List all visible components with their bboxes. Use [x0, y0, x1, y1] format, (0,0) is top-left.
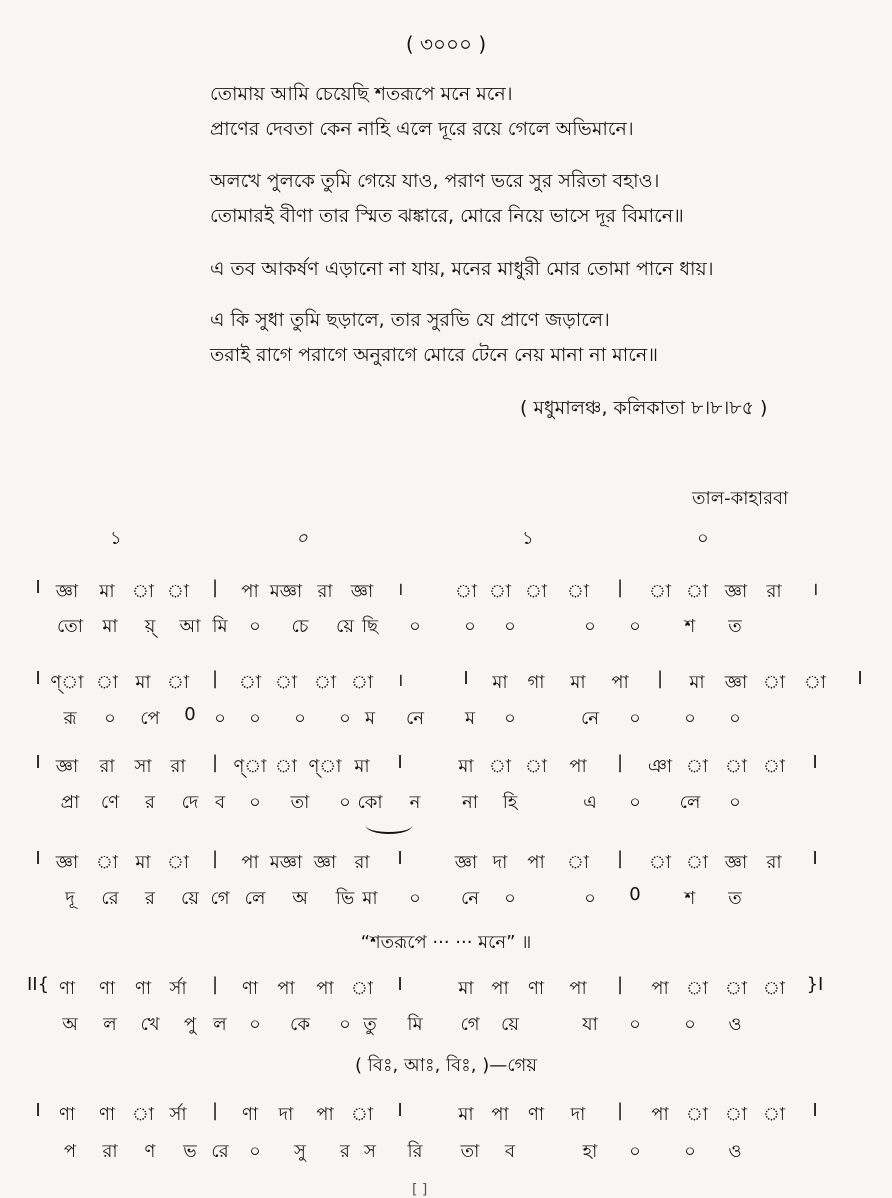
syllable-cell: দে — [181, 792, 199, 813]
syllable-cell: চে — [291, 616, 309, 637]
notation-cell: জ্ঞা — [350, 581, 374, 602]
notation-cell: ণা — [98, 978, 116, 999]
page-footer-mark: [ ] — [412, 1182, 428, 1198]
notation-cell: া — [166, 852, 190, 873]
syllable-cell: ০ — [409, 616, 421, 637]
notation-cell: া — [762, 672, 786, 693]
syllable-cell: তো — [56, 616, 84, 637]
notation-cell: জ্ঞা — [55, 852, 79, 873]
notation-cell: া — [566, 852, 590, 873]
syllable-cell: র — [145, 888, 155, 909]
slur-mark — [366, 818, 412, 834]
lyric-syllable-row — [0, 788, 892, 822]
notation-cell: জ্ঞা — [724, 852, 748, 873]
notation-cell: জ্ঞা — [724, 672, 748, 693]
notation-cell: া — [724, 756, 748, 777]
notation-cell: া — [685, 1104, 709, 1125]
syllable-cell: শ — [684, 616, 696, 637]
syllable-cell: ০ — [409, 888, 421, 909]
notation-cell: া — [724, 978, 748, 999]
notation-cell: া — [488, 581, 512, 602]
syllable-cell: অ — [62, 1014, 78, 1035]
syllable-cell: ০ — [504, 708, 516, 729]
syllable-cell: ০ — [249, 708, 261, 729]
notation-cell: া — [166, 672, 190, 693]
notation-cell: মজ্ঞা — [269, 852, 303, 873]
notation-cell: জ্ঞা — [55, 756, 79, 777]
syllable-cell: মি — [407, 1014, 423, 1035]
notation-row — [0, 668, 892, 702]
notation-cell: া — [648, 581, 672, 602]
syllable-cell: না — [462, 792, 478, 813]
syllable-cell: ০ — [294, 708, 306, 729]
syllable-cell: প — [63, 1141, 77, 1162]
notation-cell: রা — [354, 852, 370, 873]
syllable-cell: ণে — [100, 792, 120, 813]
notation-cell: জ্ঞা — [454, 852, 478, 873]
lyric-line: প্রাণের দেবতা কেন নাহি এলে দূরে রয়ে গেলে অভিমানে। — [210, 118, 634, 140]
notation-cell: া — [454, 581, 478, 602]
notation-cell: ণা — [134, 978, 152, 999]
syllable-cell: ভ — [183, 1141, 197, 1162]
syllable-cell: তা — [460, 1141, 480, 1162]
tala-label: তাল-কাহারবা — [692, 488, 789, 509]
notation-cell: া — [350, 672, 374, 693]
notation-cell: | — [211, 577, 219, 598]
notation-cell: া — [566, 581, 590, 602]
syllable-cell: রা — [102, 1141, 118, 1162]
syllable-cell: য়্ — [144, 616, 156, 637]
syllable-cell: ০ — [504, 888, 516, 909]
notation-cell: I — [35, 668, 41, 689]
notation-cell: I — [35, 577, 41, 598]
notation-cell: রা — [99, 756, 115, 777]
notation-cell: মা — [458, 756, 474, 777]
notation-cell: া — [762, 756, 786, 777]
syllable-cell: ল — [103, 1014, 117, 1035]
syllable-cell: শ — [684, 888, 696, 909]
lyric-syllable-row — [0, 1137, 892, 1171]
notation-cell: র্সা — [169, 1104, 187, 1125]
notation-cell: পা — [316, 978, 334, 999]
notation-cell: জ্ঞা — [724, 581, 748, 602]
notation-cell: ণ্া — [233, 756, 267, 777]
syllable-cell: ছি — [361, 616, 379, 637]
syllable-cell: ত — [728, 616, 742, 637]
notation-cell: I — [812, 752, 818, 773]
notation-cell: মজ্ঞা — [269, 581, 303, 602]
syllable-cell: তা — [290, 792, 310, 813]
syllable-cell: মা — [362, 888, 378, 909]
notation-cell: পা — [569, 756, 587, 777]
notation-cell: I — [35, 848, 41, 869]
syllable-cell: ম — [465, 708, 475, 729]
notation-cell: া — [524, 756, 548, 777]
notation-cell: রা — [317, 581, 333, 602]
beat-marker: ০ — [697, 528, 709, 549]
syllable-cell: কো — [357, 792, 383, 813]
syllable-cell: ০ — [629, 616, 641, 637]
notation-cell: ঞা — [647, 756, 673, 777]
syllable-cell: নে — [580, 708, 600, 729]
syllable-cell: ০ — [684, 1014, 696, 1035]
syllable-cell: ০ — [729, 792, 741, 813]
syllable-cell: ও — [728, 1014, 742, 1035]
syllable-cell: ন — [409, 792, 421, 813]
page-number: ( ৩০০০ ) — [405, 32, 487, 56]
syllable-cell: ০ — [339, 1014, 351, 1035]
syllable-cell: 0 — [184, 704, 196, 725]
syllable-cell: মা — [102, 616, 118, 637]
notation-cell: }I — [806, 974, 824, 995]
notation-cell: মা — [689, 672, 705, 693]
syllable-cell: ০ — [684, 708, 696, 729]
syllable-cell: ণ — [144, 1141, 156, 1162]
syllable-cell: রূ — [63, 708, 77, 729]
syllable-cell: হা — [582, 1141, 598, 1162]
source-citation: ( মধুমালঞ্চ, কলিকাতা ৮।৮।৮৫ ) — [520, 397, 768, 419]
notation-cell: পা — [651, 1104, 669, 1125]
syllable-cell: মি — [212, 616, 228, 637]
syllable-cell: ০ — [584, 616, 596, 637]
syllable-cell: ০ — [339, 792, 351, 813]
notation-row — [0, 848, 892, 882]
syllable-cell: গে — [210, 888, 230, 909]
notation-cell: | — [616, 848, 624, 869]
syllable-cell: ০ — [214, 708, 226, 729]
syllable-cell: ০ — [504, 616, 516, 637]
lyric-line: এ তব আকর্ষণ এড়ানো না যায়, মনের মাধুরী মোর তোমা পানে ধায়। — [210, 258, 714, 280]
notation-cell: রা — [170, 756, 186, 777]
syllable-cell: রে — [101, 888, 119, 909]
notation-cell: | — [211, 668, 219, 689]
syllable-cell: য়ে — [336, 616, 354, 637]
syllable-cell: য়ে — [181, 888, 199, 909]
syllable-cell: তু — [363, 1014, 377, 1035]
notation-cell: I — [812, 848, 818, 869]
lyric-line: এ কি সুধা তুমি ছড়ালে, তার সুরভি যে প্রাণে জড়ালে। — [210, 309, 610, 331]
lyric-line: তোমায় আমি চেয়েছি শতরূপে মনে মনে। — [210, 83, 513, 105]
syllable-cell: রি — [407, 1141, 423, 1162]
syllable-cell: এ — [583, 792, 597, 813]
syllable-cell: রে — [211, 1141, 229, 1162]
notation-cell: া — [95, 672, 119, 693]
syllable-cell: স — [364, 1141, 376, 1162]
beat-marker: ১ — [110, 528, 122, 549]
notation-cell: রা — [766, 581, 782, 602]
notation-cell: | — [656, 668, 664, 689]
syllable-cell: র — [145, 792, 155, 813]
syllable-cell: খে — [140, 1014, 160, 1035]
syllable-cell: ০ — [584, 888, 596, 909]
notation-cell: মা — [135, 852, 151, 873]
syllable-cell: ত — [728, 888, 742, 909]
notation-cell: | — [211, 752, 219, 773]
beat-marker: ০ — [296, 528, 308, 549]
lyric-syllable-row — [0, 704, 892, 738]
syllable-cell: ভি — [335, 888, 355, 909]
notation-cell: I — [463, 668, 469, 689]
syllable-cell: 0 — [629, 884, 641, 905]
notation-cell: ণা — [241, 978, 259, 999]
notation-cell: া — [685, 756, 709, 777]
syllable-cell: ০ — [464, 616, 476, 637]
notation-cell: ণা — [527, 1104, 545, 1125]
notation-cell: । — [811, 579, 819, 600]
syllable-cell: র — [340, 1141, 350, 1162]
notation-cell: া — [274, 672, 298, 693]
syllable-cell: প্রা — [60, 792, 80, 813]
syllable-cell: ০ — [339, 708, 351, 729]
notation-cell: া — [762, 1104, 786, 1125]
notation-cell: পা — [241, 852, 259, 873]
syllable-cell: পে — [140, 708, 160, 729]
syllable-cell: ল — [213, 1014, 227, 1035]
notation-cell: া — [95, 852, 119, 873]
notation-cell: | — [211, 848, 219, 869]
notation-cell: পা — [651, 978, 669, 999]
notation-cell: ণা — [98, 1104, 116, 1125]
notation-cell: পা — [277, 978, 295, 999]
notation-cell: া — [685, 581, 709, 602]
notation-cell: মা — [458, 1104, 474, 1125]
notation-cell: জ্ঞা — [313, 852, 337, 873]
notation-row — [0, 577, 892, 611]
notation-cell: পা — [569, 978, 587, 999]
notation-cell: া — [313, 672, 337, 693]
syllable-cell: ০ — [629, 1141, 641, 1162]
syllable-cell: ০ — [249, 792, 261, 813]
notation-cell: I — [397, 848, 403, 869]
notation-cell: । — [396, 579, 404, 600]
notation-cell: া — [524, 581, 548, 602]
lyric-syllable-row — [0, 884, 892, 918]
notation-cell: া — [488, 756, 512, 777]
notation-cell: মা — [492, 672, 508, 693]
notation-cell: া — [685, 852, 709, 873]
syllable-cell: লে — [679, 792, 701, 813]
notation-cell: ণ্া — [50, 672, 84, 693]
notation-cell: ণা — [241, 1104, 259, 1125]
notation-cell: া — [274, 756, 298, 777]
notation-cell: া — [648, 852, 672, 873]
notation-cell: পা — [241, 581, 259, 602]
notation-cell: র্সা — [169, 978, 187, 999]
syllable-cell: হি — [502, 792, 518, 813]
notation-row — [0, 974, 892, 1008]
notation-cell: পা — [491, 978, 509, 999]
notation-cell: া — [724, 1104, 748, 1125]
lyric-line: তোমারই বীণা তার স্মিত ঝঙ্কারে, মোরে নিয়ে ভাসে দূর বিমানে॥ — [210, 205, 684, 227]
notation-cell: I — [397, 1100, 403, 1121]
notation-cell: দা — [570, 1104, 586, 1125]
notation-cell: া — [131, 581, 155, 602]
notation-cell: পা — [527, 852, 545, 873]
notation-cell: া — [131, 1104, 155, 1125]
syllable-cell: ০ — [249, 1014, 261, 1035]
notation-cell: | — [616, 974, 624, 995]
syllable-cell: ০ — [249, 1141, 261, 1162]
syllable-cell: নে — [460, 888, 480, 909]
lyric-syllable-row — [0, 612, 892, 646]
notation-cell: I — [812, 1100, 818, 1121]
notation-cell: মা — [354, 756, 370, 777]
notation-cell: দা — [492, 852, 508, 873]
syllable-cell: লে — [244, 888, 266, 909]
notation-cell: গা — [527, 672, 545, 693]
notation-cell: | — [616, 1100, 624, 1121]
syllable-cell: ও — [728, 1141, 742, 1162]
syllable-cell: আ — [179, 616, 201, 637]
syllable-cell: পু — [183, 1014, 197, 1035]
notation-cell: ণা — [58, 978, 76, 999]
notation-row — [0, 752, 892, 786]
notation-cell: া — [350, 978, 374, 999]
notation-cell: ণ্া — [308, 756, 342, 777]
notation-cell: I — [35, 1100, 41, 1121]
syllable-cell: ০ — [104, 708, 116, 729]
notation-cell: সা — [134, 756, 152, 777]
notation-cell: মা — [135, 672, 151, 693]
syllable-cell: ০ — [729, 708, 741, 729]
syllable-cell: ০ — [629, 1014, 641, 1035]
notation-cell: | — [211, 974, 219, 995]
syllable-cell: গে — [460, 1014, 480, 1035]
lyric-line: অলখে পুলকে তুমি গেয়ে যাও, পরাণ ভরে সুর সরিতা বহাও। — [210, 170, 660, 192]
notation-cell: া — [762, 978, 786, 999]
syllable-cell: ০ — [684, 1141, 696, 1162]
notation-cell: দা — [278, 1104, 294, 1125]
notation-cell: I — [35, 752, 41, 773]
notation-cell: া — [238, 672, 262, 693]
notation-cell: া — [803, 672, 827, 693]
notation-cell: মা — [99, 581, 115, 602]
syllable-cell: যা — [582, 1014, 598, 1035]
notation-cell: পা — [611, 672, 629, 693]
notation-cell: ণা — [58, 1104, 76, 1125]
notation-cell: মা — [570, 672, 586, 693]
lyric-syllable-row — [0, 1010, 892, 1044]
notation-cell: ণা — [527, 978, 545, 999]
syllable-cell: অ — [292, 888, 308, 909]
notation-cell: I — [857, 668, 863, 689]
lyric-line: তরাই রাগে পরাগে অনুরাগে মোরে টেনে নেয় মানা না মানে॥ — [210, 344, 658, 366]
notation-cell: | — [616, 577, 624, 598]
notation-cell: | — [211, 1100, 219, 1121]
syllable-cell: নে — [405, 708, 425, 729]
syllable-cell: ০ — [629, 792, 641, 813]
syllable-cell: দূ — [65, 888, 75, 909]
notation-cell: | — [616, 752, 624, 773]
syllable-cell: ০ — [629, 708, 641, 729]
syllable-cell: কে — [290, 1014, 310, 1035]
notation-cell: I — [397, 974, 403, 995]
refrain-remark: “শতরূপে ··· ··· মনে” ॥ — [360, 932, 532, 953]
notation-row — [0, 1100, 892, 1134]
syllable-cell: ব — [214, 792, 226, 813]
notation-cell: জ্ঞা — [55, 581, 79, 602]
notation-cell: া — [685, 978, 709, 999]
syllable-cell: ম — [365, 708, 375, 729]
syllable-cell: ০ — [249, 616, 261, 637]
syllable-cell: সু — [294, 1141, 306, 1162]
notation-cell: মা — [458, 978, 474, 999]
repeat-remark: ( বিঃ, আঃ, বিঃ, )—গেয় — [355, 1055, 537, 1076]
notation-cell: া — [350, 1104, 374, 1125]
notation-cell: া — [166, 581, 190, 602]
notation-cell: II{ — [26, 974, 50, 995]
notation-cell: পা — [316, 1104, 334, 1125]
notation-cell: রা — [766, 852, 782, 873]
notation-cell: পা — [491, 1104, 509, 1125]
notation-cell: । — [396, 670, 404, 691]
syllable-cell: ব — [504, 1141, 516, 1162]
beat-marker: ১ — [522, 528, 534, 549]
syllable-cell: য়ে — [501, 1014, 519, 1035]
notation-cell: I — [397, 752, 403, 773]
